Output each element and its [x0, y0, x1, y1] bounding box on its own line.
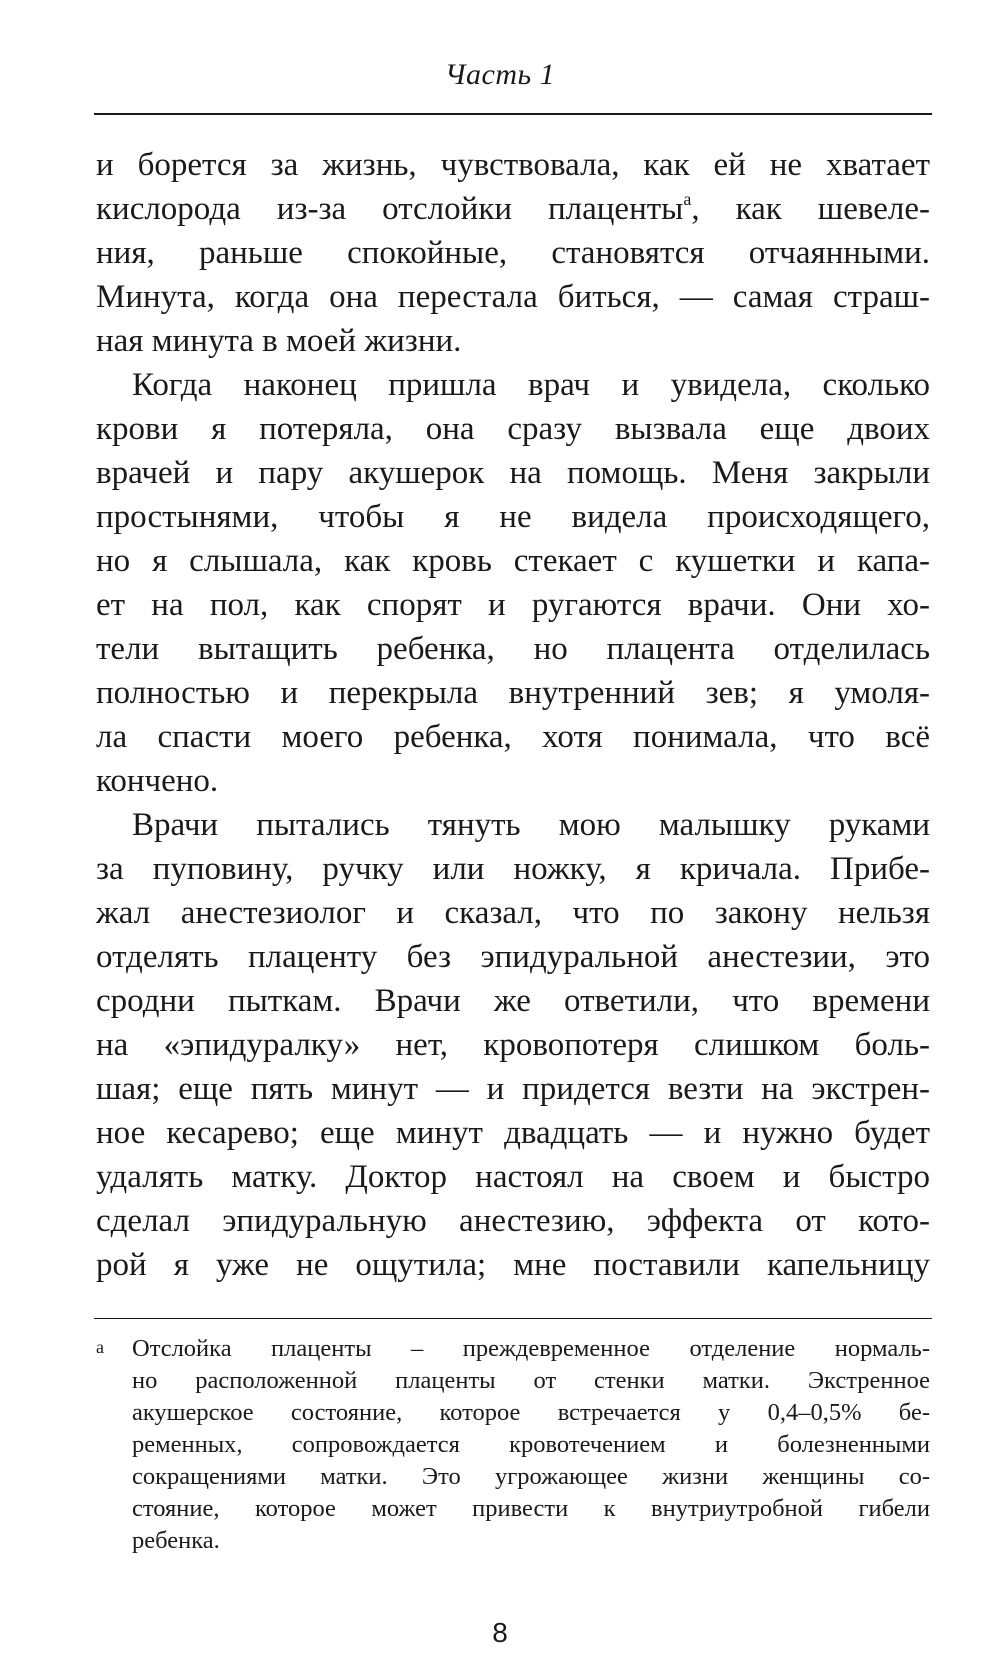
text-line: [96, 759, 930, 803]
text-line: [96, 231, 930, 275]
footnote-text: [132, 1333, 930, 1557]
text-line-content: тели вытащить ребенка, но плацента отделилась: [96, 631, 930, 667]
text-line-content: ная минута в моей жизни.: [96, 323, 462, 359]
footnote-line: стояние, которое может привести к внутриутробной гибели: [132, 1495, 930, 1522]
text-line-content: Когда наконец пришла врач и увидела, сколько: [132, 367, 930, 403]
text-line: [96, 407, 930, 451]
text-line-content: кислорода из-за отслойки плаценты: [96, 191, 684, 227]
text-line: [96, 979, 930, 1023]
text-line: [96, 935, 930, 979]
text-line-content: крови я потеряла, она сразу вызвала еще двоих: [96, 411, 930, 447]
text-line: [96, 803, 930, 847]
text-line-content: и борется за жизнь, чувствовала, как ей не хватает: [96, 147, 930, 183]
text-line-content: за пуповину, ручку или ножку, я кричала. Прибе-: [96, 851, 930, 887]
footnote-marker: а: [96, 1337, 104, 1357]
header-rule: [94, 113, 932, 115]
footnote-line: Отслойка плаценты – преждевременное отделение нормаль-: [132, 1335, 930, 1362]
footnote-line: ременных, сопровождается кровотечением и болезненными: [132, 1431, 930, 1458]
footnote-line: но расположенной плаценты от стенки матки. Экстренное: [132, 1367, 930, 1394]
text-line-content: шая; еще пять минут — и придется везти на экстрен-: [96, 1071, 930, 1107]
text-line: [96, 363, 930, 407]
running-title: Часть 1: [444, 58, 556, 91]
footnote-line: сокращениями матки. Это угрожающее жизни женщины со-: [132, 1463, 930, 1490]
text-line-content: ния, раньше спокойные, становятся отчаянными.: [96, 235, 930, 271]
text-line: [96, 627, 930, 671]
text-line: [96, 143, 930, 187]
text-line: [96, 1155, 930, 1199]
footnote-reference: а: [683, 189, 692, 209]
text-line-content: рой я уже не ощутила; мне поставили капельницу: [96, 1247, 930, 1283]
text-line: [96, 495, 930, 539]
text-line: [96, 583, 930, 627]
text-line: [96, 319, 930, 363]
text-line: [96, 1023, 930, 1067]
text-line: [96, 847, 930, 891]
main-text: [96, 143, 930, 1287]
text-line: [96, 1111, 930, 1155]
text-line-content: сродни пыткам. Врачи же ответили, что времени: [96, 983, 930, 1019]
text-line-content: простынями, чтобы я не видела происходящего,: [96, 499, 930, 535]
footnote-rule: [94, 1318, 932, 1319]
text-line-content: удалять матку. Доктор настоял на своем и быстро: [96, 1159, 930, 1195]
text-line: [96, 671, 930, 715]
text-line-content: но я слышала, как кровь стекает с кушетки и капа-: [96, 543, 930, 579]
text-line: [96, 1243, 930, 1287]
text-line-content: жал анестезиолог и сказал, что по закону нельзя: [96, 895, 930, 931]
text-line: [96, 1067, 930, 1111]
text-line: [96, 539, 930, 583]
text-line: [96, 715, 930, 759]
text-line-content: полностью и перекрыла внутренний зев; я умоля-: [96, 675, 930, 711]
text-line-content: ет на пол, как спорят и ругаются врачи. Они хо-: [96, 587, 930, 623]
text-line-content: ное кесарево; еще минут двадцать — и нужно будет: [96, 1115, 930, 1151]
footnote-line: ребенка.: [132, 1527, 220, 1554]
text-line: [96, 275, 930, 319]
footnote: [96, 1333, 930, 1557]
footnote-line: акушерское состояние, которое встречается у 0,4–0,5% бе-: [132, 1399, 930, 1426]
text-line: [96, 451, 930, 495]
text-line-content: отделять плаценту без эпидуральной анестезии, это: [96, 939, 930, 975]
text-line: [96, 187, 930, 231]
page-number: 8: [492, 1617, 508, 1648]
text-line-content: сделал эпидуральную анестезию, эффекта от кото-: [96, 1203, 930, 1239]
text-line-content: ла спасти моего ребенка, хотя понимала, что всё: [96, 719, 930, 755]
text-line-content: врачей и пару акушерок на помощь. Меня закрыли: [96, 455, 930, 491]
text-line: [96, 891, 930, 935]
text-line: [96, 1199, 930, 1243]
text-line-content: кончено.: [96, 763, 219, 799]
text-line-content: на «эпидуралку» нет, кровопотеря слишком боль-: [96, 1027, 930, 1063]
text-line-content: Врачи пытались тянуть мою малышку руками: [132, 807, 930, 843]
text-line-content: Минута, когда она перестала биться, — самая страш-: [96, 279, 930, 315]
text-line-continuation: , как шевеле-: [691, 191, 930, 227]
